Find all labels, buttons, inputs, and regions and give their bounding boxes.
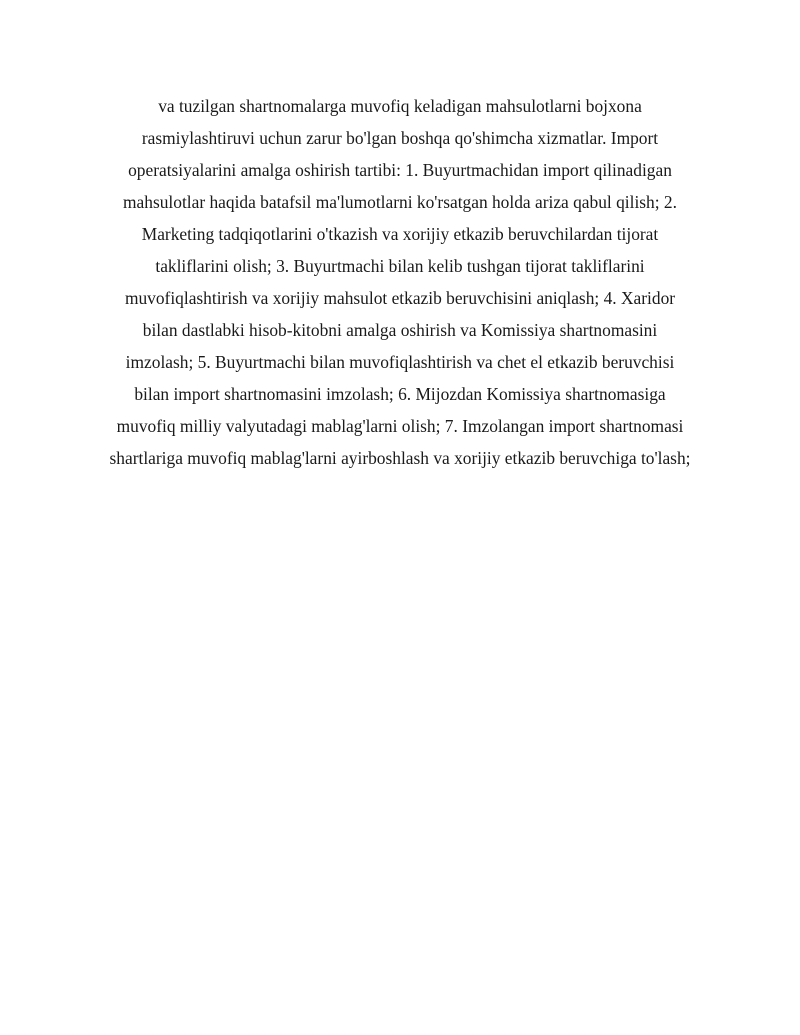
text-line-6: takliflarini olish; 3. Buyurtmachi bilan kelib tushgan tijorat takliflarini	[155, 256, 645, 276]
text-line-5: Marketing tadqiqotlarini o'tkazish va xorijiy etkazib beruvchilardan tijorat	[141, 224, 659, 244]
text-line-2: rasmiylashtiruvi uchun zarur bo'lgan boshqa qo'shimcha xizmatlar. Import	[141, 128, 659, 148]
text-line-10: bilan import shartnomasini imzolash; 6. Mijozdan Komissiya shartnomasiga	[134, 384, 666, 404]
text-line-8: bilan dastlabki hisob-kitobni amalga oshirish va Komissiya shartnomasini	[142, 320, 658, 340]
text-line-7: muvofiqlashtirish va xorijiy mahsulot etkazib beruvchisini aniqlash; 4. Xaridor	[124, 288, 676, 308]
text-line-11: muvofiq milliy valyutadagi mablag'larni olish; 7. Imzolangan import shartnomasi	[116, 416, 684, 436]
text-line-4: mahsulotlar haqida batafsil ma'lumotlarni ko'rsatgan holda ariza qabul qilish; 2.	[123, 192, 677, 212]
text-line-1: va tuzilgan shartnomalarga muvofiq keladigan mahsulotlarni bojxona	[158, 96, 642, 116]
text-line-3: operatsiyalarini amalga oshirish tartibi: 1. Buyurtmachidan import qilinadigan	[128, 160, 672, 180]
paragraph	[80, 90, 720, 474]
text-line-12: shartlariga muvofiq mablag'larni ayirboshlash va xorijiy etkazib beruvchiga to'lash;	[109, 448, 691, 468]
text-line-9: imzolash; 5. Buyurtmachi bilan muvofiqlashtirish va chet el etkazib beruvchisi	[125, 352, 675, 372]
